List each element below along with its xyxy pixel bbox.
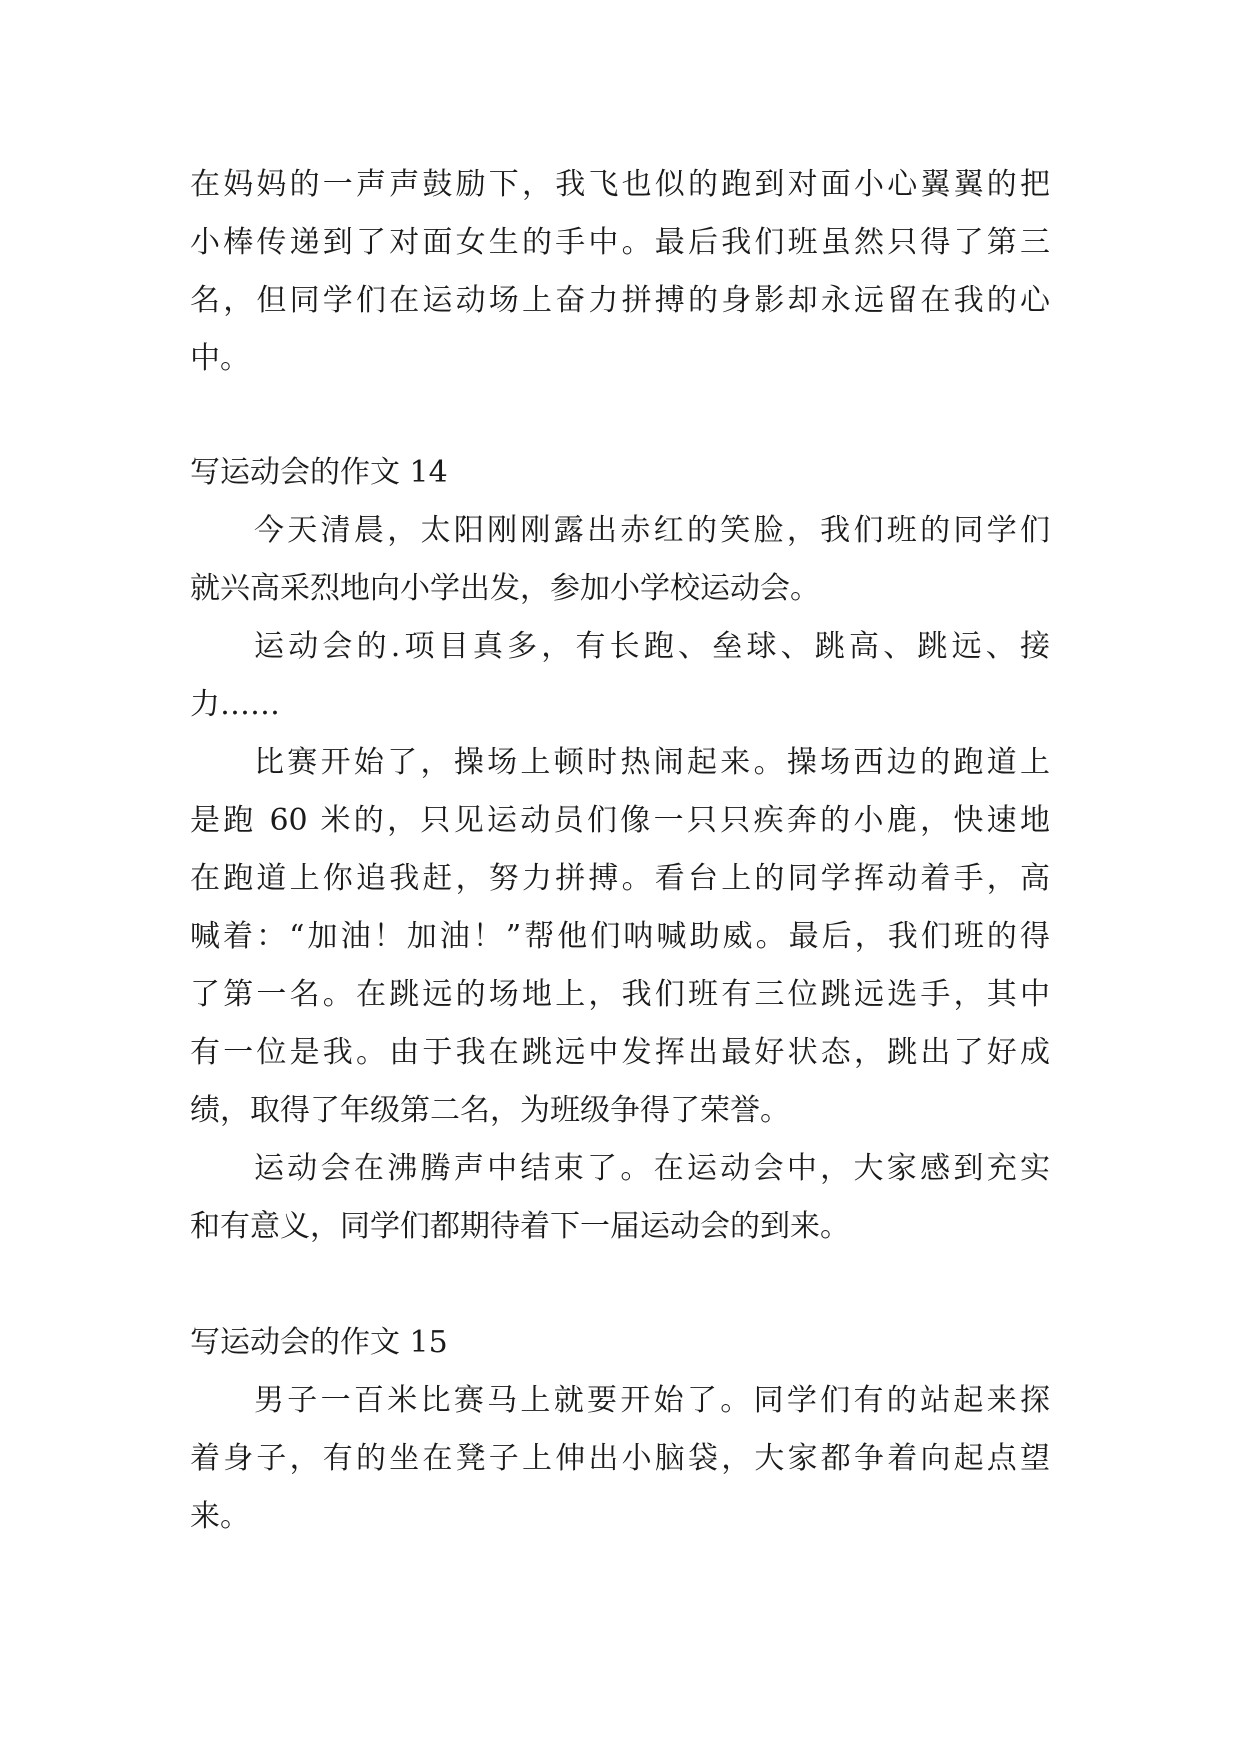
s14-p4-line-1: 运动会在沸腾声中结束了。在运动会中，大家感到充实 xyxy=(254,1151,1050,1186)
s15-p1-line-2: 着身子，有的坐在凳子上伸出小脑袋，大家都争着向起点望 xyxy=(190,1441,1050,1476)
s14-p3-line-5: 了第一名。在跳远的场地上，我们班有三位跳远选手，其中 xyxy=(190,977,1050,1012)
s14-p3-line-4: 喊着：“加油！加油！”帮他们呐喊助威。最后，我们班的得 xyxy=(190,919,1050,954)
s14-p3-line-1: 比赛开始了，操场上顿时热闹起来。操场西边的跑道上 xyxy=(254,745,1050,780)
s14-p3-line-2: 是跑 60 米的，只见运动员们像一只只疾奔的小鹿，快速地 xyxy=(190,803,1050,838)
s14-p3-line-7: 绩，取得了年级第二名，为班级争得了荣誉。 xyxy=(190,1093,790,1128)
s14-p1-line-2: 就兴高采烈地向小学出发，参加小学校运动会。 xyxy=(190,571,820,606)
intro-line-4: 中。 xyxy=(190,341,250,376)
s14-p4-line-2: 和有意义，同学们都期待着下一届运动会的到来。 xyxy=(190,1209,850,1244)
intro-line-3: 名，但同学们在运动场上奋力拼搏的身影却永远留在我的心 xyxy=(190,283,1050,318)
intro-line-2: 小棒传递到了对面女生的手中。最后我们班虽然只得了第三 xyxy=(190,225,1050,260)
s14-p1-line-1: 今天清晨，太阳刚刚露出赤红的笑脸，我们班的同学们 xyxy=(254,513,1050,548)
s14-p2-line-2: 力…… xyxy=(190,687,280,722)
s15-p1-line-3: 来。 xyxy=(190,1499,250,1534)
section-15-title: 写运动会的作文 15 xyxy=(190,1325,448,1360)
s14-p3-line-6: 有一位是我。由于我在跳远中发挥出最好状态，跳出了好成 xyxy=(190,1035,1050,1070)
s15-p1-line-1: 男子一百米比赛马上就要开始了。同学们有的站起来探 xyxy=(254,1383,1050,1418)
section-14-title: 写运动会的作文 14 xyxy=(190,455,448,490)
intro-line-1: 在妈妈的一声声鼓励下，我飞也似的跑到对面小心翼翼的把 xyxy=(190,167,1050,202)
s14-p3-line-3: 在跑道上你追我赶，努力拼搏。看台上的同学挥动着手，高 xyxy=(190,861,1050,896)
s14-p2-line-1: 运动会的.项目真多，有长跑、垒球、跳高、跳远、接 xyxy=(254,629,1050,664)
